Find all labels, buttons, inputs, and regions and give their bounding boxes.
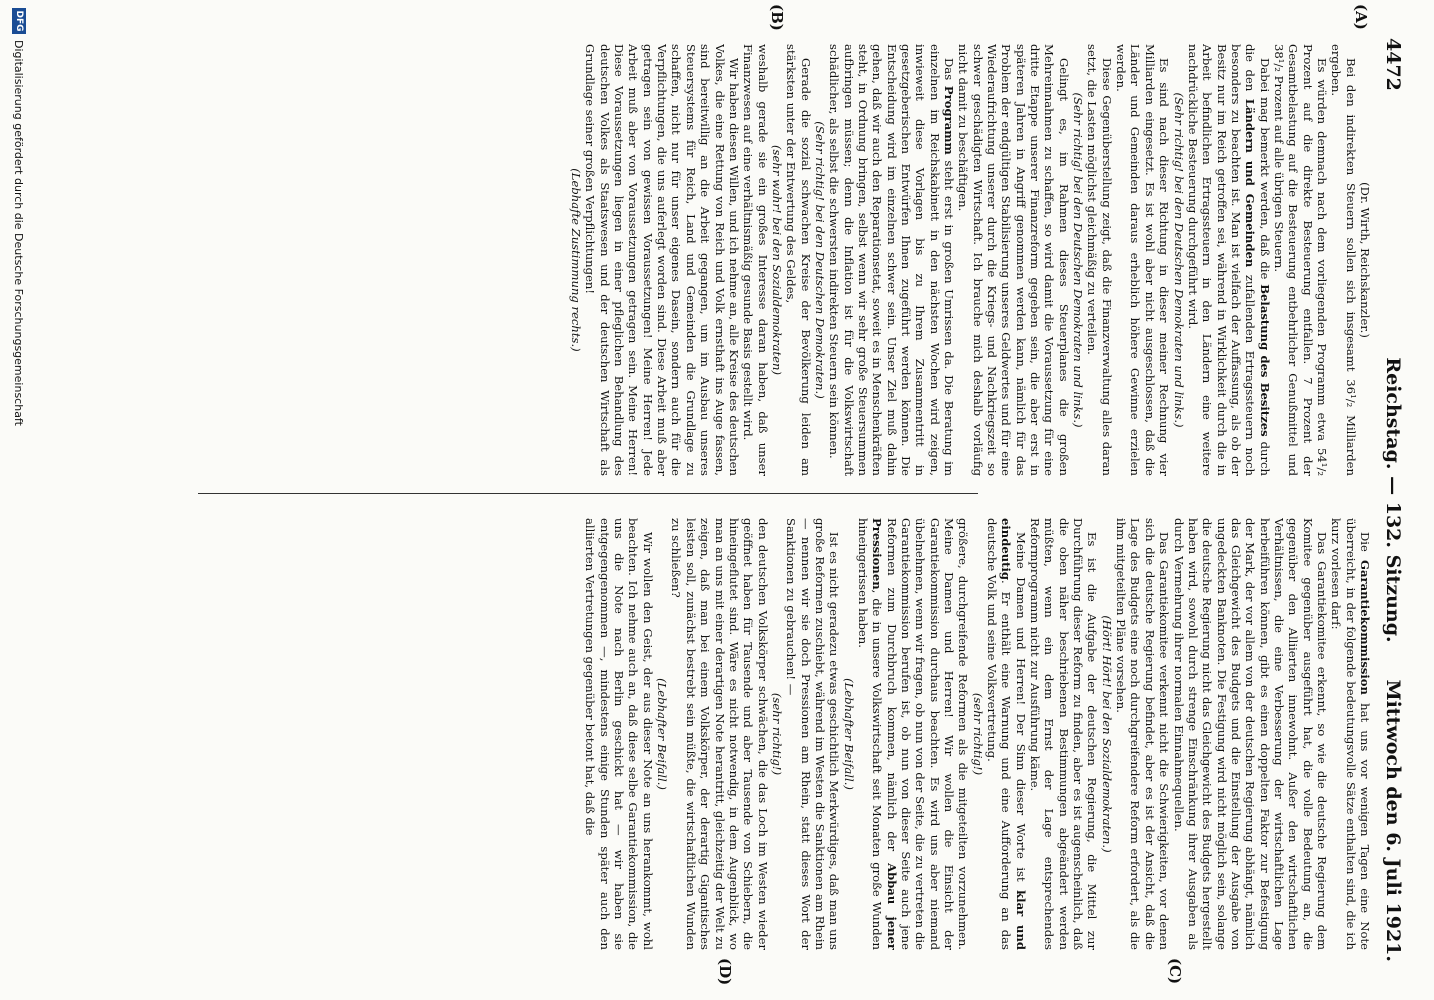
margin-marker-b: (B) bbox=[768, 4, 786, 31]
text-run: Das bbox=[942, 58, 957, 86]
text-run: Die bbox=[1358, 532, 1372, 561]
emphasis-text: klar und eindeutig bbox=[999, 518, 1028, 950]
paragraph bbox=[1186, 44, 1272, 476]
paragraph: Diese Gegenüberstellung zeigt, daß die Finanzverwaltung alles daran setzt, die Lasten möglichst gleichmäßig zu verteilen. bbox=[1085, 44, 1114, 476]
interjection: (Sehr richtig! bei den Deutschen Demokraten und links.) bbox=[1171, 92, 1186, 428]
paragraph bbox=[856, 518, 971, 950]
text-run: Dabei mag bemerkt werden, daß die bbox=[1257, 58, 1272, 285]
interjection: (Sehr richtig! bei den Deutschen Demokraten.) bbox=[812, 121, 827, 399]
interjection: (Sehr richtig! bei den Deutschen Demokraten und links.) bbox=[1071, 92, 1086, 428]
paragraph: Wir haben diesen Willen, und ich nehme an, alle Kreise des deutschen Volkes, die eine Rettung von Reich und Volk ernsthaft ins Auge fassen, sind bereitwillig an die Arbeit gegangen, um im Ausbau unseres Steuersystems für Reich, Land und Gemeinden die Grundlage zu schaffen, nicht nur für unser eigenes Dasein, sondern auch für die Verpflichtungen, die uns auferlegt worden sind. Diese Arbeit muß aber getragen sein von gewissen Voraussetzungen! Meine Herren! Jede Arbeit muß aber von Voraussetzungen getragen sein. Meine Herren! Diese Voraussetzungen liegen in einer pfleglichen Behandlung des deutschen Volkes als Staatswesen und der deutschen Wirtschaft als Grundlage seiner großen Verpflichtungen! bbox=[583, 44, 741, 476]
interjection: (Hört! Hört! bei den Sozialdemokraten.) bbox=[1099, 615, 1114, 853]
interjection: (sehr richtig!) bbox=[769, 692, 784, 776]
interjection: (Lebhafter Beifall.) bbox=[841, 678, 856, 790]
text-run: zufallenden Ertragssteuern noch besonders zu beachten ist. Man ist vielfach der Auffassung, als ob der Besitz nur im Reich getroffen sei, während in Wirklichkeit durch die in Arbeit befindlichen Ertragssteuern in den Ländern eine weitere nachdrückliche Besteuerung durchgeführt wird. bbox=[1185, 44, 1258, 476]
margin-marker-a: (A) bbox=[1352, 4, 1370, 30]
paragraph: Bei den indirekten Steuern sollen sich insgesamt 36¹/₂ Milliarden ergeben. bbox=[1329, 44, 1358, 476]
interjection: (Lebhafte Zustimmung rechts.) bbox=[569, 168, 584, 352]
page-number: 4472 bbox=[1382, 38, 1404, 91]
paragraph bbox=[1329, 518, 1372, 950]
paragraph: Es sind nach dieser Richtung in dieser meiner Rechnung vier Milliarden eingesetzt. Es ist wohl aber nicht ausgeschlossen, daß die Länder und Gemeinden daraus erheblich höhere Gewinne erzielen werden. bbox=[1114, 44, 1172, 476]
funding-note: Digitalisierung gefördert durch die Deutsche Forschungsgemeinschaft bbox=[12, 40, 25, 426]
quoted-paragraph: Das Garantiekomitee verkennt nicht die Schwierigkeiten, vor denen sich die deutsche Regierung befindet, aber es ist der Ansicht, daß die Lage des Budgets eine noch durchgreifendere Reform erfordert, als die ihm mitgeteilten Pläne vorsehen. bbox=[1114, 518, 1172, 950]
session-date: Mittwoch den 6. Juli 1921. bbox=[1382, 679, 1404, 962]
margin-marker-c: (C) bbox=[1166, 958, 1184, 985]
text-run: . Er enthält eine Warnung und eine Aufforderung an das deutsche Volk und seine Volksvertretung. bbox=[985, 518, 1014, 950]
quoted-paragraph: Es ist die Aufgabe der deutschen Regierung, die Mittel zur Durchführung dieser Reform zu finden, aber es ist augenscheinlich, daß die oben näher beschriebenen Bestimmungen abgeändert werden müßten, wenn ein dem Ernst der Lage entsprechendes Reformprogramm nicht zur Ausführung käme. bbox=[1028, 518, 1100, 950]
paragraph: Es würden demnach nach dem vorliegenden Programm etwa 54¹/₂ Prozent auf die direkte Besteuerung entfallen. 7 Prozent der Gesamtbelastung auf die Besteuerung entbehrlicher Genußmittel und 38¹/₂ Prozent auf alle übrigen Steuern. bbox=[1271, 44, 1329, 476]
emphasis-text: Programm bbox=[942, 85, 957, 155]
paragraph bbox=[827, 44, 956, 476]
interjection: (sehr wahr! bei den Sozialdemokraten) bbox=[769, 145, 784, 375]
interjection: (Lebhafter Beifall.) bbox=[655, 678, 670, 790]
paragraph: Wir wollen den Geist, der aus dieser Note an uns herankommt, wohl beachten. Ich nehme auch an, daß diese selbe Garantiekommission, die uns die Note nach Berlin geschickt hat — wir haben sie entgegengenommen —, mindestens einige Stunden später auch den alliierten Vertretungen gegenüber betont hat, daß die bbox=[583, 518, 655, 950]
left-column bbox=[2, 44, 1372, 476]
emphasis-text: Belastung des Besitzes bbox=[1257, 284, 1272, 437]
dfg-logo: DFG bbox=[12, 8, 26, 34]
paragraph: Gerade die sozial schwachen Kreise der Bevölkerung leiden am stärksten unter der Entwertung des Geldes, bbox=[784, 44, 813, 476]
margin-marker-d: (D) bbox=[716, 958, 734, 986]
speaker-line: (Dr. Wirth, Reichskanzler.) bbox=[1358, 182, 1372, 338]
text-run: größere, durchgreifende Reformen als die mitgeteilten vorzunehmen. Meine Damen und Herren! Wir wollen die Einsicht der Garantiekommission durchaus beachten. Es wird uns aber niemand übelnehmen, wenn wir fragen, ob nun von der Seite, die zu vertreten die Garantiekommission berufen ist, ob nun von dieser Seite auch jene Reformen zum Durchbruch kommen, nämlich der bbox=[884, 518, 971, 950]
paragraph bbox=[985, 518, 1028, 950]
session-title: Reichstag. — 132. Sitzung. bbox=[1382, 357, 1404, 643]
paragraph: weshalb gerade sie ein großes Interesse daran haben, daß unser Finanzwesen auf eine verhältnismäßig gesunde Basis gestellt wird. bbox=[741, 44, 770, 476]
paragraph: Ist es nicht geradezu etwas geschichtlich Merkwürdiges, daß man uns große Reformen zuschiebt, während im Westen die Sanktionen am Rhein — nennen wir sie doch Pressionen am Rhein, statt dieses Wort der Sanktionen zu gebrauchen! — bbox=[784, 518, 842, 950]
paragraph: Gelingt es, im Rahmen dieses Steuerplanes die großen Mehreinnahmen zu schaffen, so wird damit die Voraussetzung für eine dritte Etappe unserer Finanzreform gegeben sein, die aber erst in späteren Jahren in Angriff genommen werden kann, nämlich für das Problem der endgültigen Stabilisierung unseres Geldwertes und für eine Wiederaufrichtung unserer durch die Kriegs- und Nachkriegszeit so schwer geschädigten Wirtschaft. Ich brauche mich deshalb vorläufig nicht damit zu beschäftigen. bbox=[956, 44, 1071, 476]
column-divider bbox=[198, 493, 978, 494]
paragraph: den deutschen Volkskörper schwächen, die das Loch im Westen wieder geöffnet haben für Tausende und aber Tausende von Schiebern, die hineingeflutet sind. Wäre es nicht notwendig, in dem Augenblick, wo man an uns mit einer derartigen Note herantritt, gleichzeitig der Welt zu zeigen, daß man bei einem Volkskörper, der derartig Gigantisches leisten soll, zunächst bestrebt sein müßte, die wirtschaftlichen Wunden zu schließen? bbox=[669, 518, 770, 950]
digitization-footer bbox=[8, 0, 26, 1000]
page-header bbox=[1378, 38, 1404, 962]
quoted-paragraph: Das Garantiekomitee erkennt, so wie die deutsche Regierung dem Komitee gegenüber ausgeführt hat, die volle Bedeutung an, die gegenüber den Alliierten innewohnt. Außer den wirtschaftlichen Verhältnissen, die eine Verbesserung der wirtschaftlichen Lage herbeiführen können, gibt es einen doppelten Faktor zur Befestigung der Mark, der vor allem von der deutschen Regierung abhängt, nämlich das Gleichgewicht des Budgets und die Einstellung der Ausgabe von ungedeckten Banknoten. Die Festigung wird nicht möglich sein, solange die deutsche Regierung nicht das Gleichgewicht des Budgets hergestellt haben wird, sowohl durch strenge Einschränkung ihrer Ausgaben als durch Vermehrung ihrer normalen Einnahmequellen. bbox=[1171, 518, 1329, 950]
right-column bbox=[2, 518, 1372, 950]
interjection: (sehr richtig!) bbox=[970, 692, 985, 776]
text-run: , die in unsere Volkswirtschaft seit Monaten große Wunden hineingerissen haben. bbox=[855, 518, 885, 950]
emphasis-text: Abbau jener Pressionen bbox=[870, 518, 899, 950]
text-run: Meine Damen und Herren! Der Sinn dieser Worte ist bbox=[1013, 532, 1028, 891]
text-run: steht erst in großen Umrissen da. Die Beratung im einzelnen im Reichskabinett in den nächsten Wochen wird zeigen, inwieweit diese Vorlagen bis zu Ihrem Zusammentritt in gesetzgeberischen Entwürfen Ihnen zugeführt werden können. Die Entscheidung wird im einzelnen schwer sein. Unser Ziel muß dahin gehen, daß wir auch den Reparationsetat, soweit es in Menschenkräften steht, in Ordnung bringen, selbst wenn wir sehr große Steuersummen aufbringen müssen; denn die Inflation ist für die Volkswirtschaft schädlicher, als selbst die schwersten indirekten Steuern sein können. bbox=[827, 44, 957, 476]
emphasis-text: Garantiekommission bbox=[1358, 560, 1372, 695]
emphasis-text: Ländern und Gemeinden bbox=[1243, 98, 1258, 268]
text-run: durch die den bbox=[1243, 44, 1272, 476]
text-run: hat uns vor wenigen Tagen eine Note überreicht, in der folgende bedeutungsvolle Sätze enthalten sind, die ich kurz vorlesen darf: bbox=[1329, 518, 1372, 950]
